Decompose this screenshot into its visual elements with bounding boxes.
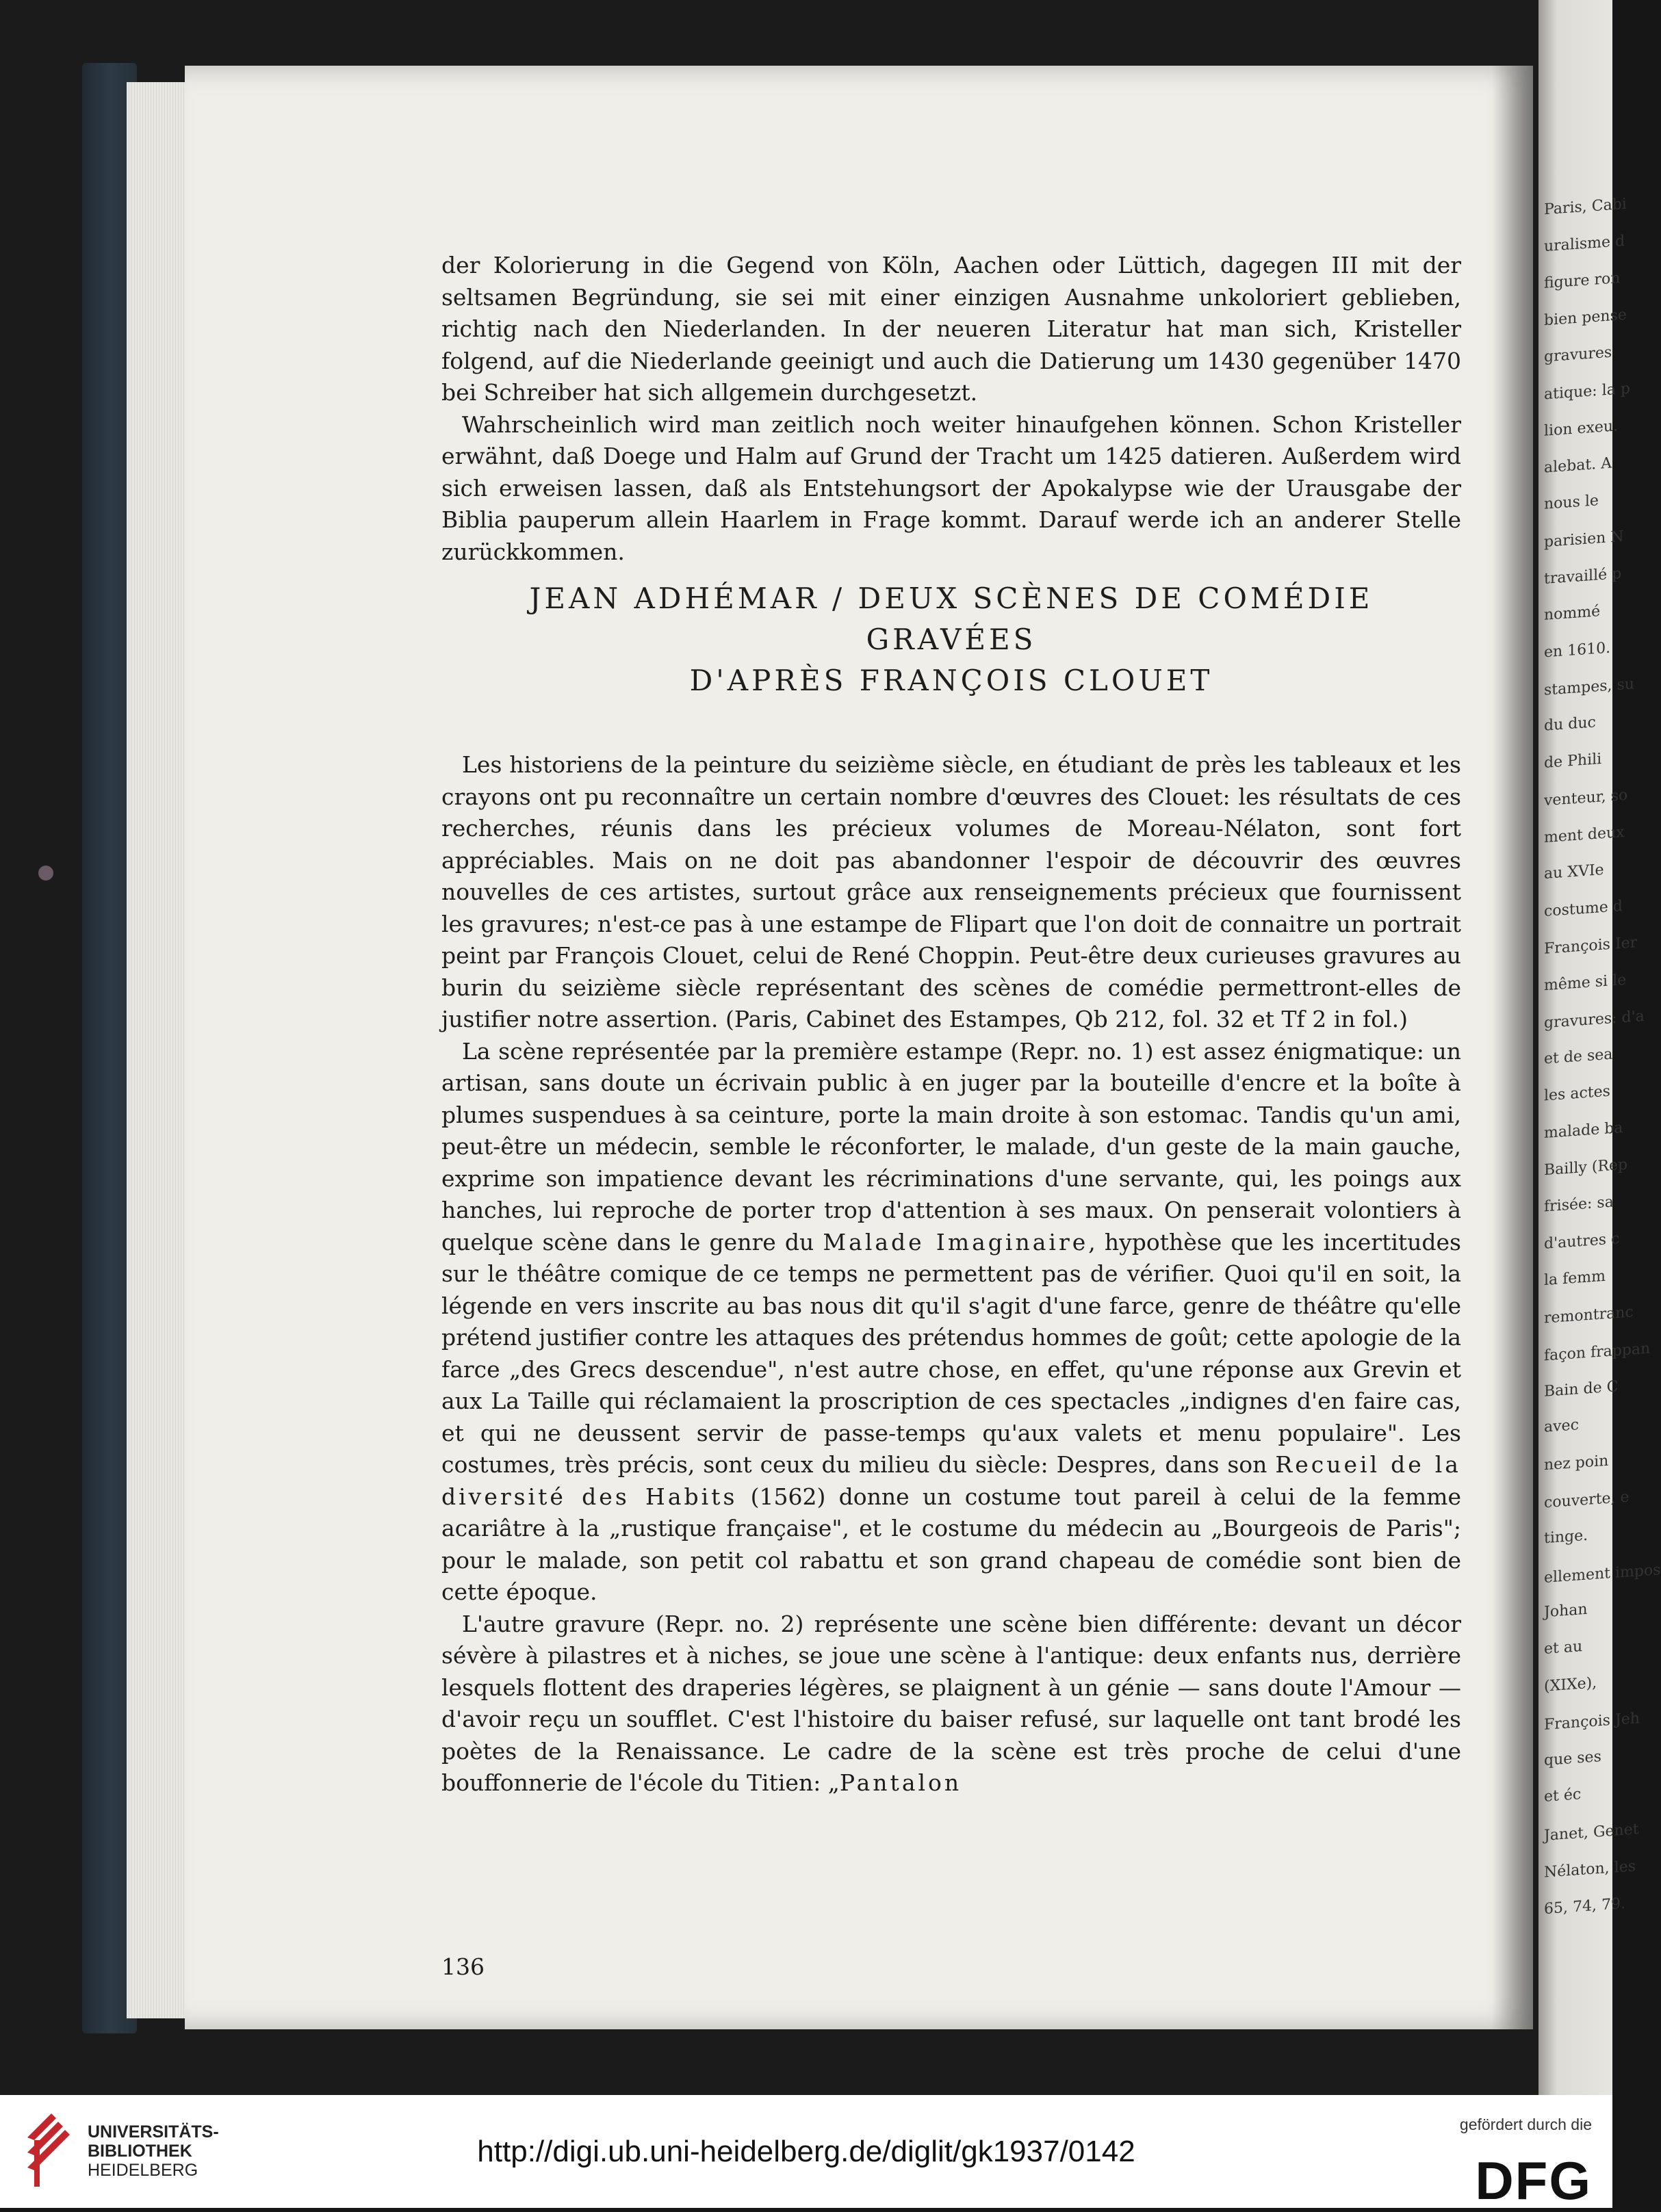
next-page-fragment: Bain de C [1544,1378,1619,1401]
next-page-fragment: couverte, e [1544,1488,1630,1512]
library-name-line-2: BIBLIOTHEK [88,2142,192,2161]
top-text-block [441,250,1461,568]
next-page-fragment: avec [1544,1416,1579,1436]
next-page-fragment: travaillé p [1544,565,1622,588]
paragraph-2: Wahrscheinlich wird man zeitlich noch weiter hinaufgehen können. Schon Kristeller erwähnt, daß Doege und Halm auf Grund der Tracht um 1425 datieren. Außerdem wird sich erweisen lassen, daß als Entstehungsort der Apokalypse wie der Urausgabe der Biblia pauperum allein Haarlem in Frage kommt. Darauf werde ich an anderer Stelle zurückkommen. [441,411,1461,565]
paragraph-4-part-a: La scène représentée par la première estampe (Repr. no. 1) est assez énigmatique: un artisan, sans doute un écrivain public à en juger par la bouteille d'encre et la boîte à plumes suspendues à sa ceinture, porte la main droite à son estomac. Tandis qu'un ami, peut-être un médecin, semble le réconforter, le malade, d'un geste de la main gauche, exprime son impatience devant les récriminations d'une servante, qui, les poings aux hanches, lui reproche de porter trop d'attention à ses maux. On penserait volontiers à quelque scène dans le genre du [441,1037,1461,1255]
next-page-fragment: François Ier [1544,934,1638,958]
next-page-fragment: uralisme d [1544,232,1625,256]
next-page-fragment: alebat. A [1544,454,1612,477]
next-page-fragment: au XVIe [1544,861,1604,883]
next-page-fragment: nous le [1544,492,1599,513]
funder-label: gefördert durch die [1459,2116,1592,2133]
dfg-logo[interactable]: DFG [1475,2150,1592,2211]
library-name-line-1: UNIVERSITÄTS- [88,2122,219,2142]
next-page-fragment: (XIXe), [1544,1674,1597,1695]
next-page-fragment: Nélaton, les [1544,1858,1636,1882]
next-page-fragment: la femm [1544,1267,1606,1290]
next-page-fragment: Johan [1544,1600,1588,1622]
next-page-fragment: figure ron [1544,270,1621,292]
next-page-fragment: et éc [1544,1786,1582,1806]
next-page-fragment: et au [1544,1638,1583,1658]
title-recueil: Recueil de la diversité des Habits [441,1451,1461,1510]
source-url-link[interactable]: http://digi.ub.uni-heidelberg.de/diglit/gk1937/0142 [477,2135,1135,2168]
next-page-fragment: stampes, su [1544,675,1634,699]
paragraph-1: der Kolorierung in die Gegend von Köln, Aachen oder Lüttich, dagegen III mit der seltsamen Begründung, sie sei mit einer einzigen Ausnahme unkoloriert geblieben, richtig nach den Niederlanden. In der neueren Literatur hat man sich, Kristeller folgend, auf die Niederlande geeinigt und auch die Datierung um 1430 gegenüber 1470 bei Schreiber hat sich allgemein durchgesetzt. [441,252,1461,406]
paragraph-4-part-b: , hypothèse que les incertitudes sur le théâtre comique de ce temps ne permettent pas de vérifier. Quoi qu'il en soit, la légende en vers inscrite au bas nous dit qu'il s'agit d'une farce, genre de théâtre qu'elle prétend justifier contre les attaques des prétendus hommes de goût; cette apologie de la farce „des Grecs descendue", n'est autre chose, en effet, qu'une réponse aux Grevin et aux La Taille qui réclamaient la proscription de ces spectacles „indignes d'en faire cas, et qui ne deussent servir de passe-temps qu'aux valets et menu populaire". Les costumes, très précis, sont ceux du milieu du siècle: Despres, dans son [441,1228,1461,1478]
next-page-fragment: du duc [1544,714,1596,735]
next-page-fragment: que ses [1544,1748,1601,1769]
article-title [441,578,1461,701]
next-page-fragment: de Phili [1544,751,1602,772]
next-page-fragment: d'autres c [1544,1230,1620,1253]
next-page-fragment: François Jeh [1544,1710,1640,1734]
next-page-fragment: bien pense [1544,306,1627,330]
title-pantalon: Pantalon [839,1769,962,1796]
next-page-fragment: 65, 74, 79. [1544,1895,1625,1918]
next-page-fragment: Janet, Genet [1544,1821,1639,1845]
next-page-fragment: façon frappan [1544,1340,1651,1365]
next-page-fragment: parisien N [1544,528,1624,551]
gutter-shadow [1492,66,1533,2029]
next-page-fragment: venteur, so [1544,786,1628,810]
next-page-fragment: malade ba [1544,1119,1623,1143]
next-page-fragment: même si le [1544,971,1627,995]
next-page-fragment: atique: la p [1544,380,1630,404]
next-page-fragment: ellement impos [1544,1561,1661,1587]
next-page-fragment: nommé [1544,603,1601,624]
paragraph-5-part-a: L'autre gravure (Repr. no. 2) représente une scène bien différente: devant un décor sévère à pilastres et à niches, se joue une scène à l'antique: deux enfants nus, derrière lesquels flottent des draperies légères, se plaignent à un génie — sans doute l'Amour — d'avoir reçu un soufflet. C'est l'histoire du baiser refusé, sur laquelle ont tant brodé les poètes de la Renaissance. Le cadre de la scène est très proche de celui d'une bouffonnerie de l'école du Titien: „ [441,1610,1461,1796]
library-name-line-3: HEIDELBERG [88,2161,198,2180]
next-page-fragment: frisée: sa [1544,1193,1614,1216]
next-page-fragment: Paris, Cabi [1544,195,1627,219]
paragraph-4 [441,1036,1461,1609]
next-page-fragment: Bailly (Rep [1544,1156,1628,1180]
article-title-line-1: JEAN ADHÉMAR / DEUX SCÈNES DE COMÉDIE GRAVÉES [529,582,1374,656]
article-title-line-2: D'APRÈS FRANÇOIS CLOUET [689,664,1213,697]
next-page-fragment: et de sea [1544,1045,1613,1068]
next-page-fragment: tinge. [1544,1526,1588,1548]
next-page-fragment: costume d [1544,897,1623,921]
footer-banner [0,2095,1612,2211]
next-page-fragment: lion exeu. [1544,417,1619,440]
next-page-fragment: ment deux [1544,823,1625,847]
title-malade-imaginaire: Malade Imaginaire [823,1228,1089,1255]
next-page-fragment: gravures: d'a [1544,1007,1645,1032]
pin-marker [38,866,53,881]
next-page-fragment: en 1610. [1544,639,1611,662]
article-body [441,749,1461,1799]
next-page-edge [1538,0,1661,2095]
paragraph-4-part-c: (1562) donne un costume tout pareil à celui de la femme acariâtre à la „rustique française", et le costume du médecin au „Bourgeois de Paris"; pour le malade, son petit col rabattu et son grand chapeau de comédie sont bien de cette époque. [441,1483,1461,1605]
page-number: 136 [441,1953,485,1980]
next-page-fragment: gravures [1544,343,1612,366]
next-page-fragment: les actes [1544,1082,1610,1105]
next-page-fragment: remontranc [1544,1303,1634,1327]
paragraph-5 [441,1609,1461,1799]
next-page-fragment: nez poin [1544,1452,1609,1474]
paragraph-3: Les historiens de la peinture du seizième siècle, en étudiant de près les tableaux et les crayons ont pu reconnaître un certain nombre d'œuvres des Clouet: les résultats de ces recherches, réunis dans les précieux volumes de Moreau-Nélaton, sont fort appréciables. Mais on ne doit pas abandonner l'espoir de découvrir des œuvres nouvelles de ces artistes, surtout grâce aux renseignements précieux que fournissent les gravures; n'est-ce pas à une estampe de Flipart que l'on doit de connaitre un portrait peint par François Clouet, celui de René Choppin. Peut-être deux curieuses gravures au burin du seizième siècle représentant des scènes de comédie permettront-elles de justifier notre assertion. (Paris, Cabinet des Estampes, Qb 212, fol. 32 et Tf 2 in fol.) [441,751,1461,1032]
